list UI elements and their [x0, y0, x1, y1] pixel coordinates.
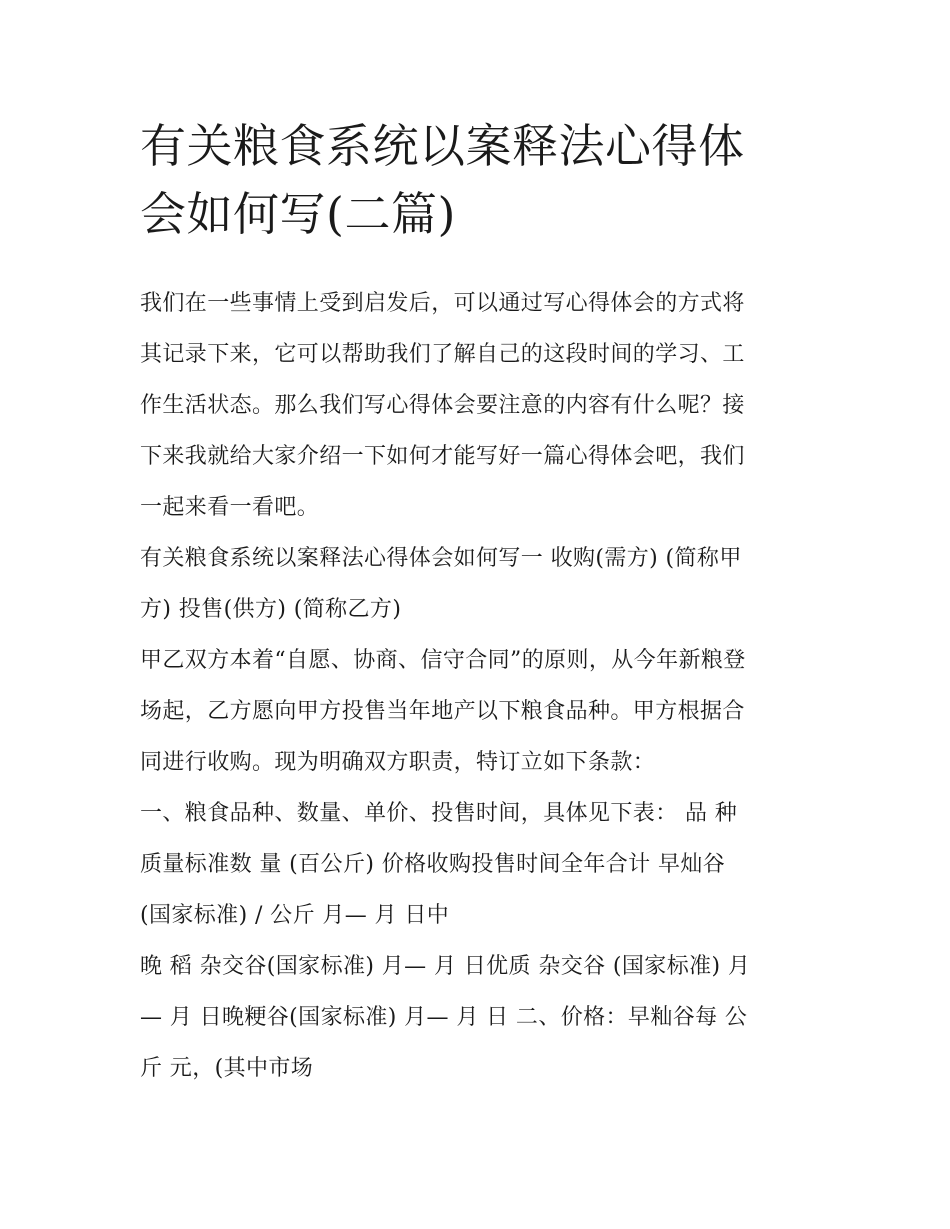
body-line: 甲乙双方本着“自愿、协商、信守合同”的原则，从今年新粮登 [140, 648, 746, 673]
body-line: 方) 投售(供方) (简称乙方) [140, 597, 402, 622]
body-line: 同进行收购。现为明确双方职责，特订立如下条款： [140, 750, 656, 775]
document-title [140, 112, 820, 248]
body-line: 我们在一些事情上受到启发后，可以通过写心得体会的方式将 [140, 291, 745, 316]
body-line: 其记录下来，它可以帮助我们了解自己的这段时间的学习、工 [140, 342, 745, 367]
body-line: 质量标准数 量 (百公斤) 价格收购投售时间全年合计 早灿谷 [140, 852, 726, 877]
body-line: 作生活状态。那么我们写心得体会要注意的内容有什么呢？接 [140, 393, 745, 418]
body-line: 一、粮食品种、数量、单价、投售时间，具体见下表： 品 种 [140, 801, 738, 826]
body-line: 下来我就给大家介绍一下如何才能写好一篇心得体会吧，我们 [140, 444, 745, 469]
title-line: 有关粮食系统以案释法心得体 [140, 119, 745, 173]
body-line: 一起来看一看吧。 [140, 495, 320, 520]
body-line: 晚 稻 杂交谷(国家标准) 月— 月 日优质 杂交谷 (国家标准) 月 [140, 954, 751, 979]
body-line: 场起，乙方愿向甲方投售当年地产以下粮食品种。甲方根据合 [140, 699, 745, 724]
body-line: (国家标准) / 公斤 月— 月 日中 [140, 903, 450, 928]
document-body [140, 278, 830, 1094]
body-line: 斤 元，(其中市场 [140, 1056, 314, 1081]
title-line: 会如何写(二篇) [140, 187, 456, 241]
body-line: — 月 日晚粳谷(国家标准) 月— 月 日 二、价格：早籼谷每 公 [140, 1005, 748, 1030]
body-line: 有关粮食系统以案释法心得体会如何写一 收购(需方) (简称甲 [140, 546, 742, 571]
